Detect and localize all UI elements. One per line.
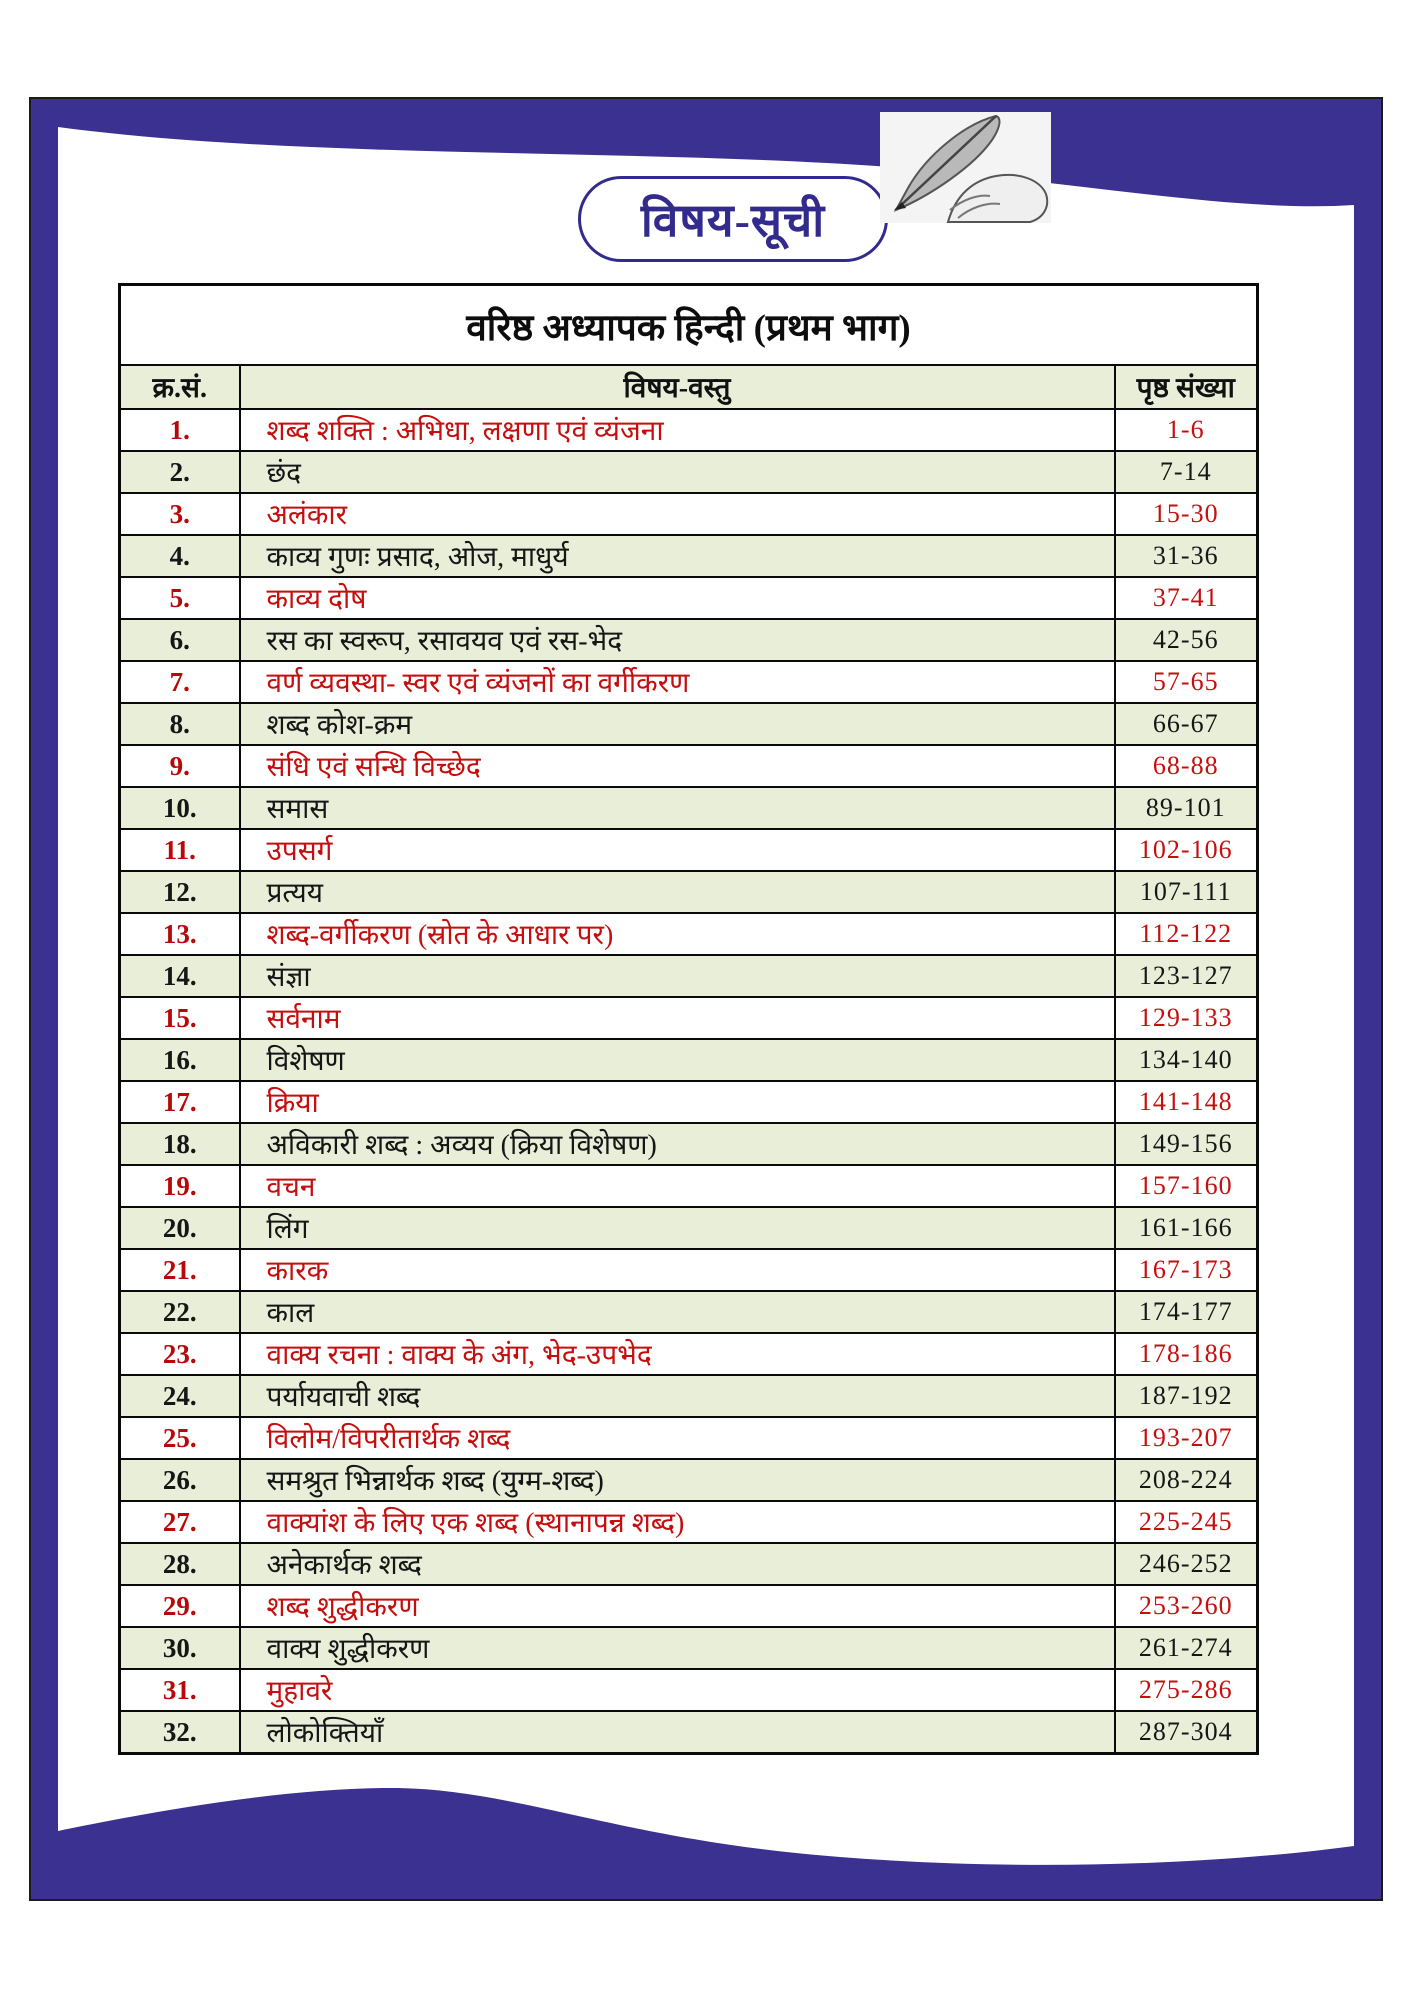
table-row [120,1501,1258,1543]
serial-cell: 1. [120,409,240,451]
topic-cell: समास [240,787,1115,829]
quill-in-hand-icon [878,110,1053,225]
pages-cell: 253-260 [1115,1585,1258,1627]
page-title: विषय-सूची [640,195,826,246]
table-row [120,1333,1258,1375]
pages-cell: 123-127 [1115,955,1258,997]
topic-cell: वाक्य शुद्धीकरण [240,1627,1115,1669]
table-row [120,1375,1258,1417]
serial-cell: 3. [120,493,240,535]
table-row [120,535,1258,577]
table-row [120,997,1258,1039]
serial-cell: 14. [120,955,240,997]
topic-cell: काव्य दोष [240,577,1115,619]
table-row [120,1711,1258,1754]
table-row [120,661,1258,703]
topic-cell: लिंग [240,1207,1115,1249]
serial-cell: 24. [120,1375,240,1417]
table-row [120,577,1258,619]
serial-cell: 7. [120,661,240,703]
pages-cell: 89-101 [1115,787,1258,829]
table-row [120,1039,1258,1081]
serial-cell: 9. [120,745,240,787]
table-row [120,1417,1258,1459]
pages-cell: 112-122 [1115,913,1258,955]
pages-cell: 287-304 [1115,1711,1258,1754]
serial-cell: 29. [120,1585,240,1627]
serial-cell: 26. [120,1459,240,1501]
serial-cell: 17. [120,1081,240,1123]
pages-cell: 68-88 [1115,745,1258,787]
serial-cell: 21. [120,1249,240,1291]
column-header-row [120,365,1258,409]
serial-cell: 25. [120,1417,240,1459]
topic-cell: उपसर्ग [240,829,1115,871]
serial-cell: 23. [120,1333,240,1375]
pages-cell: 57-65 [1115,661,1258,703]
pages-cell: 102-106 [1115,829,1258,871]
pages-cell: 15-30 [1115,493,1258,535]
topic-cell: कारक [240,1249,1115,1291]
serial-cell: 30. [120,1627,240,1669]
book-title: वरिष्ठ अध्यापक हिन्दी (प्रथम भाग) [120,285,1258,366]
topic-cell: लोकोक्तियाँ [240,1711,1115,1754]
table-row [120,913,1258,955]
table-row [120,703,1258,745]
serial-cell: 10. [120,787,240,829]
topic-cell: काव्य गुणः प्रसाद, ओज, माधुर्य [240,535,1115,577]
pages-cell: 174-177 [1115,1291,1258,1333]
pages-cell: 134-140 [1115,1039,1258,1081]
table-row [120,1291,1258,1333]
pages-cell: 107-111 [1115,871,1258,913]
topic-cell: छंद [240,451,1115,493]
topic-cell: अनेकार्थक शब्द [240,1543,1115,1585]
topic-cell: शब्द कोश-क्रम [240,703,1115,745]
serial-cell: 13. [120,913,240,955]
page-title-badge [578,176,888,262]
serial-cell: 2. [120,451,240,493]
serial-cell: 8. [120,703,240,745]
contents-table [118,283,1259,1755]
pages-cell: 178-186 [1115,1333,1258,1375]
table-row [120,451,1258,493]
topic-cell: अविकारी शब्द : अव्यय (क्रिया विशेषण) [240,1123,1115,1165]
table-row [120,1459,1258,1501]
pages-cell: 149-156 [1115,1123,1258,1165]
pages-cell: 37-41 [1115,577,1258,619]
table-row [120,493,1258,535]
serial-cell: 20. [120,1207,240,1249]
table-row [120,1123,1258,1165]
topic-cell: सर्वनाम [240,997,1115,1039]
column-header-pages: पृष्ठ संख्या [1115,365,1258,409]
pages-cell: 161-166 [1115,1207,1258,1249]
table-row [120,1585,1258,1627]
serial-cell: 15. [120,997,240,1039]
serial-cell: 4. [120,535,240,577]
serial-cell: 32. [120,1711,240,1754]
serial-cell: 12. [120,871,240,913]
table-row [120,1249,1258,1291]
topic-cell: प्रत्यय [240,871,1115,913]
table-row [120,871,1258,913]
serial-cell: 6. [120,619,240,661]
pages-cell: 193-207 [1115,1417,1258,1459]
serial-cell: 22. [120,1291,240,1333]
pages-cell: 31-36 [1115,535,1258,577]
pages-cell: 261-274 [1115,1627,1258,1669]
table-row [120,955,1258,997]
topic-cell: समश्रुत भिन्नार्थक शब्द (युग्म-शब्द) [240,1459,1115,1501]
table-row [120,1081,1258,1123]
serial-cell: 31. [120,1669,240,1711]
pages-cell: 225-245 [1115,1501,1258,1543]
topic-cell: वर्ण व्यवस्था- स्वर एवं व्यंजनों का वर्गीकरण [240,661,1115,703]
topic-cell: रस का स्वरूप, रसावयव एवं रस-भेद [240,619,1115,661]
table-row [120,1207,1258,1249]
topic-cell: शब्द शक्ति : अभिधा, लक्षणा एवं व्यंजना [240,409,1115,451]
table-row [120,829,1258,871]
pages-cell: 42-56 [1115,619,1258,661]
topic-cell: वाक्य रचना : वाक्य के अंग, भेद-उपभेद [240,1333,1115,1375]
serial-cell: 27. [120,1501,240,1543]
book-title-row [120,285,1258,366]
table-row [120,1627,1258,1669]
serial-cell: 18. [120,1123,240,1165]
column-header-topic: विषय-वस्तु [240,365,1115,409]
serial-cell: 28. [120,1543,240,1585]
pages-cell: 7-14 [1115,451,1258,493]
topic-cell: संज्ञा [240,955,1115,997]
topic-cell: अलंकार [240,493,1115,535]
table-row [120,787,1258,829]
pages-cell: 275-286 [1115,1669,1258,1711]
serial-cell: 11. [120,829,240,871]
topic-cell: विशेषण [240,1039,1115,1081]
column-header-serial: क्र.सं. [120,365,240,409]
topic-cell: वचन [240,1165,1115,1207]
table-row [120,1669,1258,1711]
table-row [120,1543,1258,1585]
topic-cell: काल [240,1291,1115,1333]
pages-cell: 187-192 [1115,1375,1258,1417]
serial-cell: 19. [120,1165,240,1207]
pages-cell: 1-6 [1115,409,1258,451]
table-row [120,1165,1258,1207]
topic-cell: संधि एवं सन्धि विच्छेद [240,745,1115,787]
serial-cell: 16. [120,1039,240,1081]
pages-cell: 66-67 [1115,703,1258,745]
pages-cell: 246-252 [1115,1543,1258,1585]
pages-cell: 167-173 [1115,1249,1258,1291]
topic-cell: मुहावरे [240,1669,1115,1711]
topic-cell: पर्यायवाची शब्द [240,1375,1115,1417]
serial-cell: 5. [120,577,240,619]
topic-cell: शब्द शुद्धीकरण [240,1585,1115,1627]
topic-cell: क्रिया [240,1081,1115,1123]
table-row [120,409,1258,451]
topic-cell: वाक्यांश के लिए एक शब्द (स्थानापन्न शब्द) [240,1501,1115,1543]
pages-cell: 157-160 [1115,1165,1258,1207]
pages-cell: 208-224 [1115,1459,1258,1501]
topic-cell: शब्द-वर्गीकरण (स्रोत के आधार पर) [240,913,1115,955]
table-row [120,745,1258,787]
pages-cell: 141-148 [1115,1081,1258,1123]
table-row [120,619,1258,661]
pages-cell: 129-133 [1115,997,1258,1039]
topic-cell: विलोम/विपरीतार्थक शब्द [240,1417,1115,1459]
